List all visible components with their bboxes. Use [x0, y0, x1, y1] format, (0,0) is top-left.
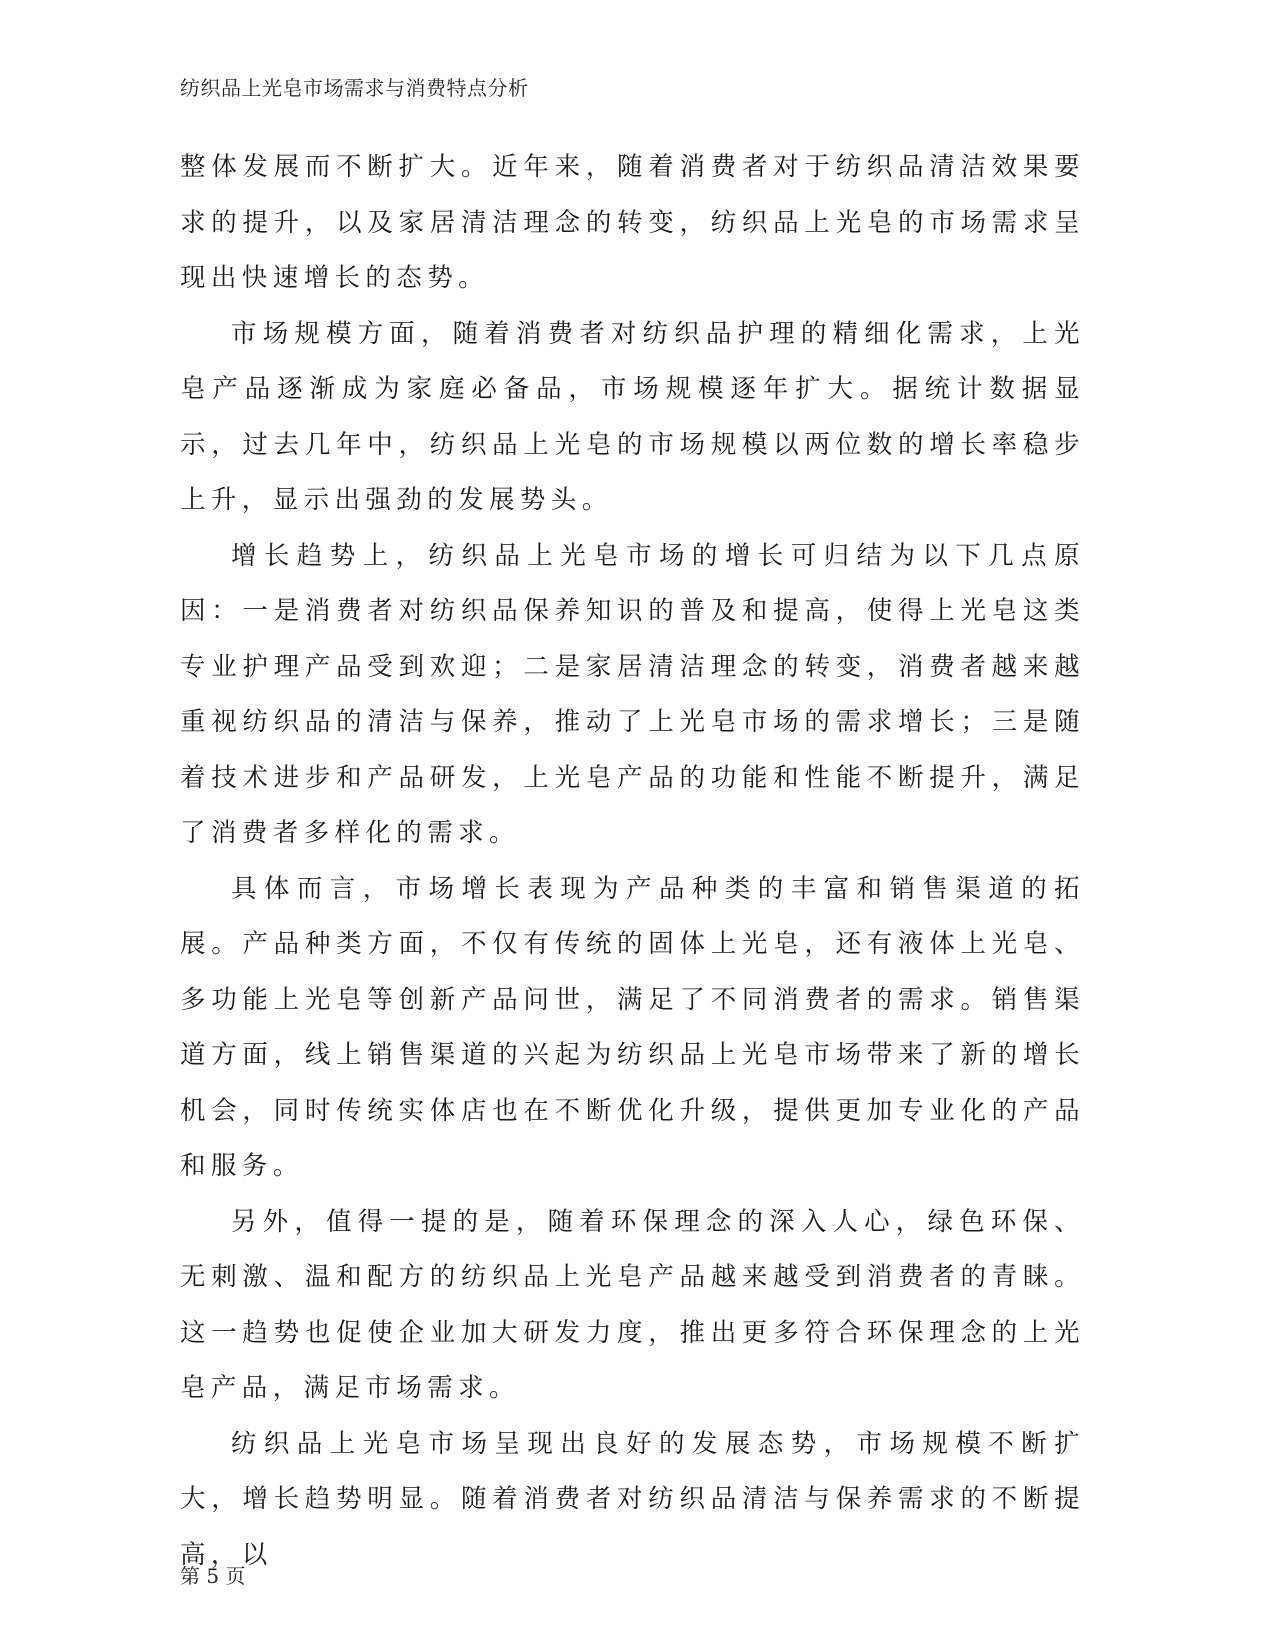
page-header	[180, 74, 529, 102]
paragraph-1: 整体发展而不断扩大。近年来，随着消费者对于纺织品清洁效果要求的提升，以及家居清洁理念的转变，纺织品上光皂的市场需求呈现出快速增长的态势。	[180, 152, 1085, 293]
document-body	[180, 140, 1085, 1583]
paragraph-5: 另外，值得一提的是，随着环保理念的深入人心，绿色环保、无刺激、温和配方的纺织品上光皂产品越来越受到消费者的青睐。这一趋势也促使企业加大研发力度，推出更多符合环保理念的上光皂产品，满足市场需求。	[180, 1206, 1085, 1403]
paragraph-6: 纺织品上光皂市场呈现出良好的发展态势，市场规模不断扩大，增长趋势明显。随着消费者对纺织品清洁与保养需求的不断提高，以	[180, 1428, 1085, 1570]
paragraph-2: 市场规模方面，随着消费者对纺织品护理的精细化需求，上光皂产品逐渐成为家庭必备品，市场规模逐年扩大。据统计数据显示，过去几年中，纺织品上光皂的市场规模以两位数的增长率稳步上升，显示出强劲的发展势头。	[180, 318, 1085, 515]
paragraph-4: 具体而言，市场增长表现为产品种类的丰富和销售渠道的拓展。产品种类方面，不仅有传统的固体上光皂，还有液体上光皂、多功能上光皂等创新产品问世，满足了不同消费者的需求。销售渠道方面，线上销售渠道的兴起为纺织品上光皂市场带来了新的增长机会，同时传统实体店也在不断优化升级，提供更加专业化的产品和服务。	[180, 873, 1085, 1181]
page-footer	[180, 1562, 245, 1590]
paragraph-3: 增长趋势上，纺织品上光皂市场的增长可归结为以下几点原因：一是消费者对纺织品保养知识的普及和提高，使得上光皂这类专业护理产品受到欢迎；二是家居清洁理念的转变，消费者越来越重视纺织品的清洁与保养，推动了上光皂市场的需求增长；三是随着技术进步和产品研发，上光皂产品的功能和性能不断提升，满足了消费者多样化的需求。	[180, 540, 1085, 848]
document-title: 纺织品上光皂市场需求与消费特点分析	[180, 76, 529, 100]
page-number: 第 5 页	[180, 1564, 246, 1588]
